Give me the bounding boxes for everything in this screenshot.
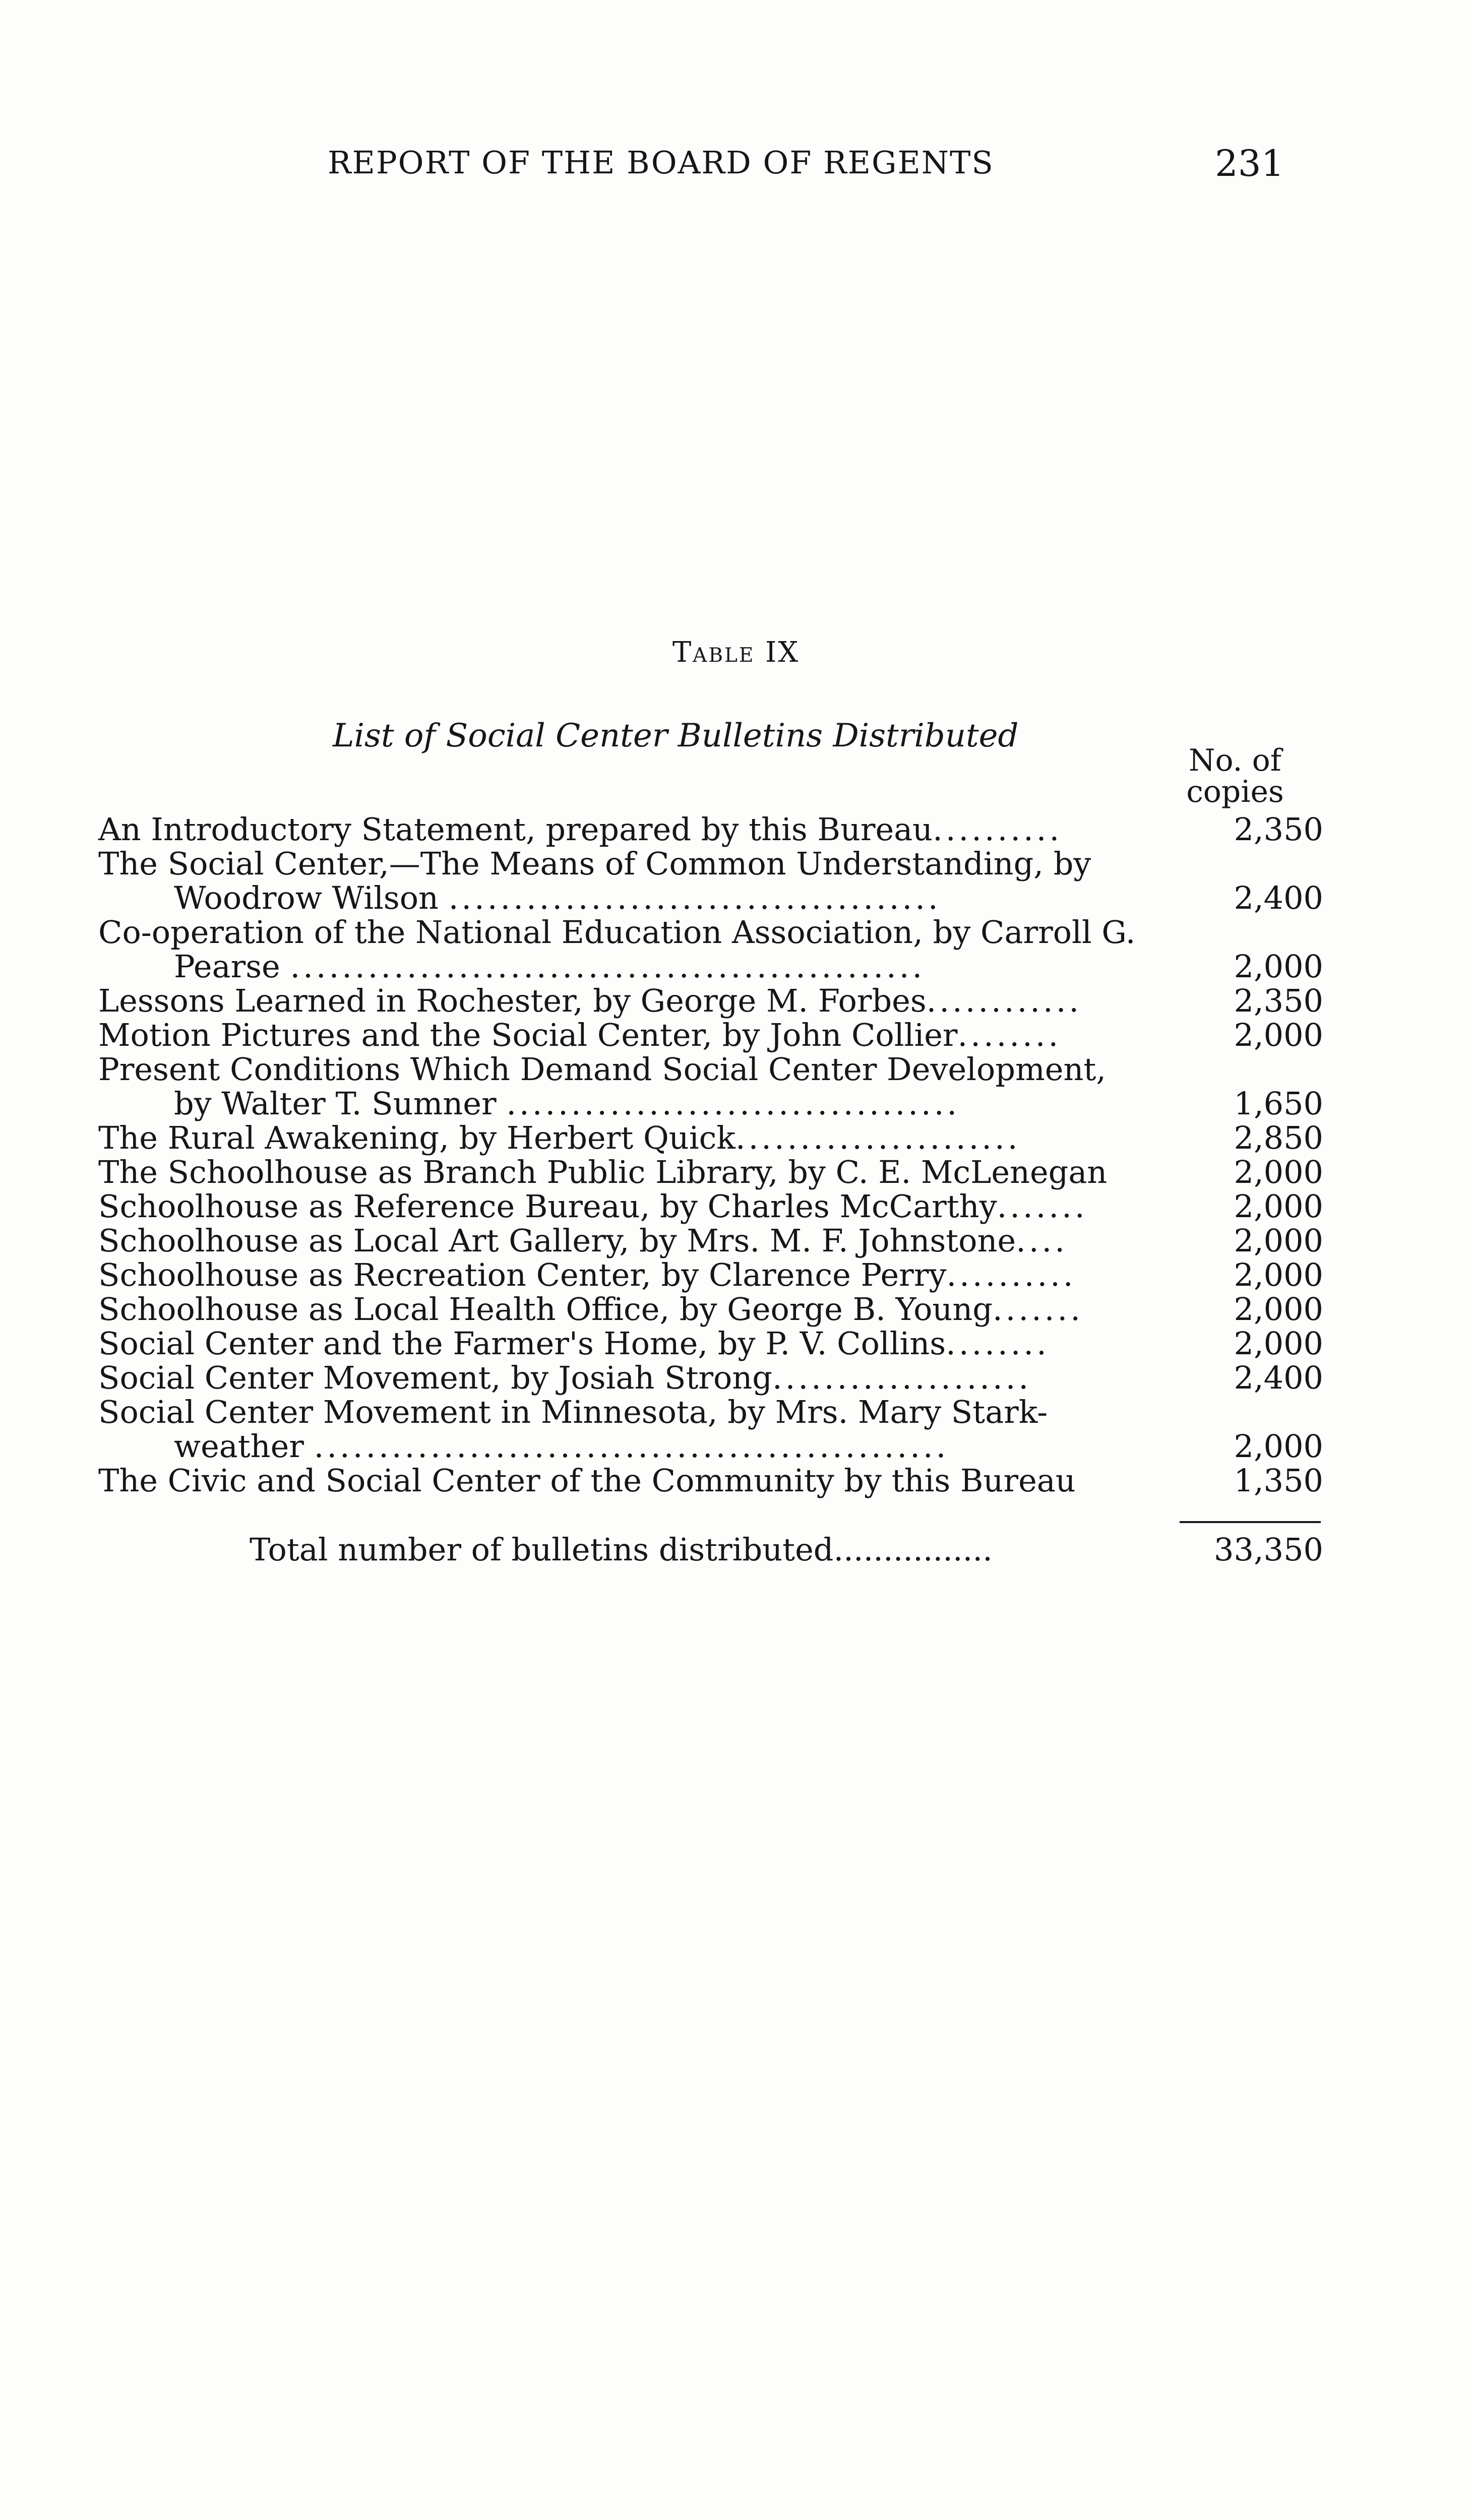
copies-header-line2: copies xyxy=(1186,774,1284,809)
dot-leader: ...................................... xyxy=(448,879,941,916)
bulletin-title-cell xyxy=(98,984,1172,1018)
copies-count: 2,000 xyxy=(1234,1188,1323,1225)
running-head: REPORT OF THE BOARD OF REGENTS xyxy=(328,144,994,181)
bulletin-title: The Rural Awakening, by Herbert Quick xyxy=(98,1119,735,1156)
copies-count: 2,350 xyxy=(1234,982,1323,1019)
copies-header-line1: No. of xyxy=(1188,743,1282,778)
dot-leader: ................................... xyxy=(506,1085,960,1122)
dot-leader: ............ xyxy=(926,982,1082,1019)
bulletin-list xyxy=(98,812,1323,1498)
copies-count: 2,000 xyxy=(1234,1291,1323,1328)
bulletin-title-cell xyxy=(98,1258,1172,1292)
table-row xyxy=(98,1121,1323,1155)
bulletin-title: Lessons Learned in Rochester, by George M. Forbes xyxy=(98,982,927,1019)
copies-count: 2,000 xyxy=(1234,948,1323,985)
bulletin-title: Social Center and the Farmer's Home, by P. V. Collins xyxy=(98,1325,946,1362)
bulletin-title-cell xyxy=(98,1189,1172,1224)
bulletin-title: Co-operation of the National Education Association, by Carroll G. xyxy=(98,914,1136,951)
total-label: Total number of bulletins distributed xyxy=(250,1531,834,1568)
table-label-numeral: IX xyxy=(765,636,800,669)
copies-count: 2,850 xyxy=(1234,1119,1323,1156)
bulletin-title-cell xyxy=(98,1224,1172,1258)
bulletin-title-continuation: Pearse xyxy=(174,948,280,985)
page-number: 231 xyxy=(1215,142,1284,184)
bulletin-title: Present Conditions Which Demand Social Center Development, xyxy=(98,1051,1107,1088)
table-row xyxy=(98,1292,1323,1327)
total-leader: ................ xyxy=(833,1531,993,1568)
table-row xyxy=(98,1018,1323,1052)
bulletin-title-continuation-line xyxy=(98,881,1172,915)
bulletin-title-cell xyxy=(98,1361,1172,1395)
table-caption: List of Social Center Bulletins Distributed xyxy=(333,717,1019,754)
total-copies: 33,350 xyxy=(1214,1531,1323,1568)
bulletin-title: Schoolhouse as Recreation Center, by Clarence Perry xyxy=(98,1256,947,1293)
table-row xyxy=(98,1155,1323,1189)
total-rule xyxy=(1180,1521,1321,1523)
copies-count: 2,000 xyxy=(1234,1256,1323,1293)
bulletin-title-cell xyxy=(98,812,1172,847)
bulletin-title-cell xyxy=(98,1464,1172,1498)
table-row xyxy=(98,1189,1323,1224)
table-label-word: Table xyxy=(672,636,755,669)
bulletin-title: The Civic and Social Center of the Community by this Bureau xyxy=(98,1462,1076,1499)
table-row xyxy=(98,1224,1323,1258)
copies-count: 2,000 xyxy=(1234,1428,1323,1465)
table-row xyxy=(98,1361,1323,1395)
copies-count: 1,350 xyxy=(1234,1462,1323,1499)
bulletin-title-cell xyxy=(98,1018,1172,1052)
bulletin-title-continuation-line xyxy=(98,1087,1172,1121)
total-row xyxy=(250,1532,1323,1567)
table-label xyxy=(0,636,1472,669)
bulletin-title: An Introductory Statement, prepared by this Bureau xyxy=(98,811,933,848)
dot-leader: ................................................. xyxy=(290,948,926,985)
dot-leader: ....... xyxy=(992,1291,1083,1328)
table-row xyxy=(98,847,1323,915)
bulletin-title: Social Center Movement, by Josiah Strong xyxy=(98,1359,772,1396)
copies-count: 1,650 xyxy=(1234,1085,1323,1122)
bulletin-title-cell xyxy=(98,915,1172,984)
bulletin-title-cell xyxy=(98,1121,1172,1155)
bulletin-title: The Social Center,—The Means of Common Understanding, by xyxy=(98,845,1091,882)
bulletin-title-cell xyxy=(98,1292,1172,1327)
table-row xyxy=(98,1464,1323,1498)
bulletin-title: Schoolhouse as Reference Bureau, by Charles McCarthy xyxy=(98,1188,997,1225)
table-row xyxy=(98,1327,1323,1361)
bulletin-title-cell xyxy=(98,1327,1172,1361)
dot-leader: .... xyxy=(1016,1222,1068,1259)
bulletin-title: Schoolhouse as Local Art Gallery, by Mrs. M. F. Johnstone xyxy=(98,1222,1016,1259)
bulletin-title-continuation: weather xyxy=(174,1428,304,1465)
table-row xyxy=(98,1258,1323,1292)
dot-leader: ...................... xyxy=(735,1119,1021,1156)
copies-column-header xyxy=(1175,745,1296,807)
copies-count: 2,000 xyxy=(1234,1222,1323,1259)
copies-count: 2,400 xyxy=(1234,879,1323,916)
copies-count: 2,000 xyxy=(1234,1325,1323,1362)
table-row xyxy=(98,1395,1323,1464)
dot-leader: .......... xyxy=(946,1256,1076,1293)
dot-leader: ................................................. xyxy=(314,1428,949,1465)
table-row xyxy=(98,915,1323,984)
bulletin-title-continuation-line xyxy=(98,1429,1172,1464)
bulletin-title: Motion Pictures and the Social Center, by John Collier xyxy=(98,1017,958,1053)
table-row xyxy=(98,984,1323,1018)
bulletin-title-cell xyxy=(98,847,1172,915)
table-row xyxy=(98,812,1323,847)
copies-count: 2,400 xyxy=(1234,1359,1323,1396)
dot-leader: .................... xyxy=(772,1359,1032,1396)
copies-count: 2,350 xyxy=(1234,811,1323,848)
bulletin-title: Schoolhouse as Local Health Office, by George B. Young xyxy=(98,1291,993,1328)
dot-leader: ........ xyxy=(946,1325,1050,1362)
dot-leader: ........ xyxy=(957,1017,1062,1053)
total-label-wrap xyxy=(250,1532,1172,1567)
bulletin-title-cell xyxy=(98,1052,1172,1121)
copies-count: 2,000 xyxy=(1234,1154,1323,1190)
dot-leader: ....... xyxy=(997,1188,1088,1225)
bulletin-title: Social Center Movement in Minnesota, by Mrs. Mary Stark- xyxy=(98,1394,1048,1430)
bulletin-title-continuation: by Walter T. Sumner xyxy=(174,1085,497,1122)
bulletin-title: The Schoolhouse as Branch Public Library, by C. E. McLenegan xyxy=(98,1154,1108,1190)
copies-count: 2,000 xyxy=(1234,1017,1323,1053)
bulletin-title-cell xyxy=(98,1155,1172,1189)
bulletin-title-continuation: Woodrow Wilson xyxy=(174,879,439,916)
bulletin-title-cell xyxy=(98,1395,1172,1464)
bulletin-title-continuation-line xyxy=(98,950,1172,984)
dot-leader: .......... xyxy=(933,811,1063,848)
table-row xyxy=(98,1052,1323,1121)
